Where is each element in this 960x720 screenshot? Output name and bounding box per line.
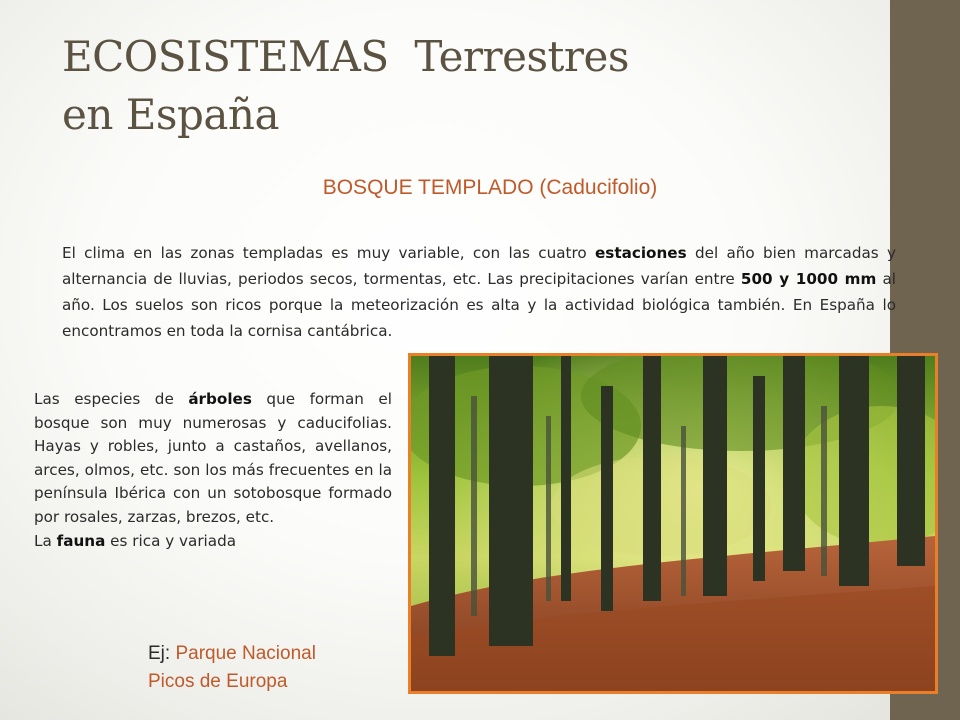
fauna-text-2: es rica y variada: [105, 531, 237, 550]
trees-paragraph: [34, 388, 392, 553]
trees-bold-arboles: árboles: [188, 390, 252, 408]
forest-photo: [408, 353, 938, 694]
fauna-text-1: La: [34, 531, 57, 550]
example-prefix: Ej:: [148, 643, 176, 664]
beech-forest-photo-icon: [411, 356, 935, 691]
climate-bold-estaciones: estaciones: [595, 244, 687, 262]
example-park: [148, 640, 316, 696]
slide-title: [62, 28, 862, 144]
climate-text-3: al año. Los suelos son ricos porque la meteorización es alta y la actividad biológica también. En España lo encontramos en toda la cornisa cantábrica.: [62, 270, 897, 340]
climate-text-1: El clima en las zonas templadas es muy variable, con las cuatro: [62, 244, 595, 262]
example-park-line-2: Picos de Europa: [148, 671, 288, 692]
fauna-bold: fauna: [56, 531, 106, 550]
trees-text-2: que forman el bosque son muy numerosas y caducifolias. Hayas y robles, junto a castaños, avellanos, arces, olmos, etc. son los más frecuentes en la península Ibérica con un sotobosque formado por rosales, zarzas, brezos, etc.: [34, 390, 392, 526]
fauna-line: [34, 530, 392, 554]
climate-text-2: del año bien marcadas y alternancia de lluvias, periodos secos, tormentas, etc. Las precipitaciones varían entre: [62, 244, 896, 288]
trees-text-1: Las especies de: [34, 390, 189, 408]
title-line-1: ECOSISTEMAS Terrestres: [62, 32, 629, 81]
climate-paragraph: [62, 240, 896, 344]
example-park-line-1: Parque Nacional: [175, 643, 316, 664]
section-subtitle: BOSQUE TEMPLADO (Caducifolio): [322, 176, 658, 199]
climate-bold-precipitation: 500 y 1000 mm: [740, 270, 877, 288]
title-line-2: en España: [62, 90, 279, 139]
